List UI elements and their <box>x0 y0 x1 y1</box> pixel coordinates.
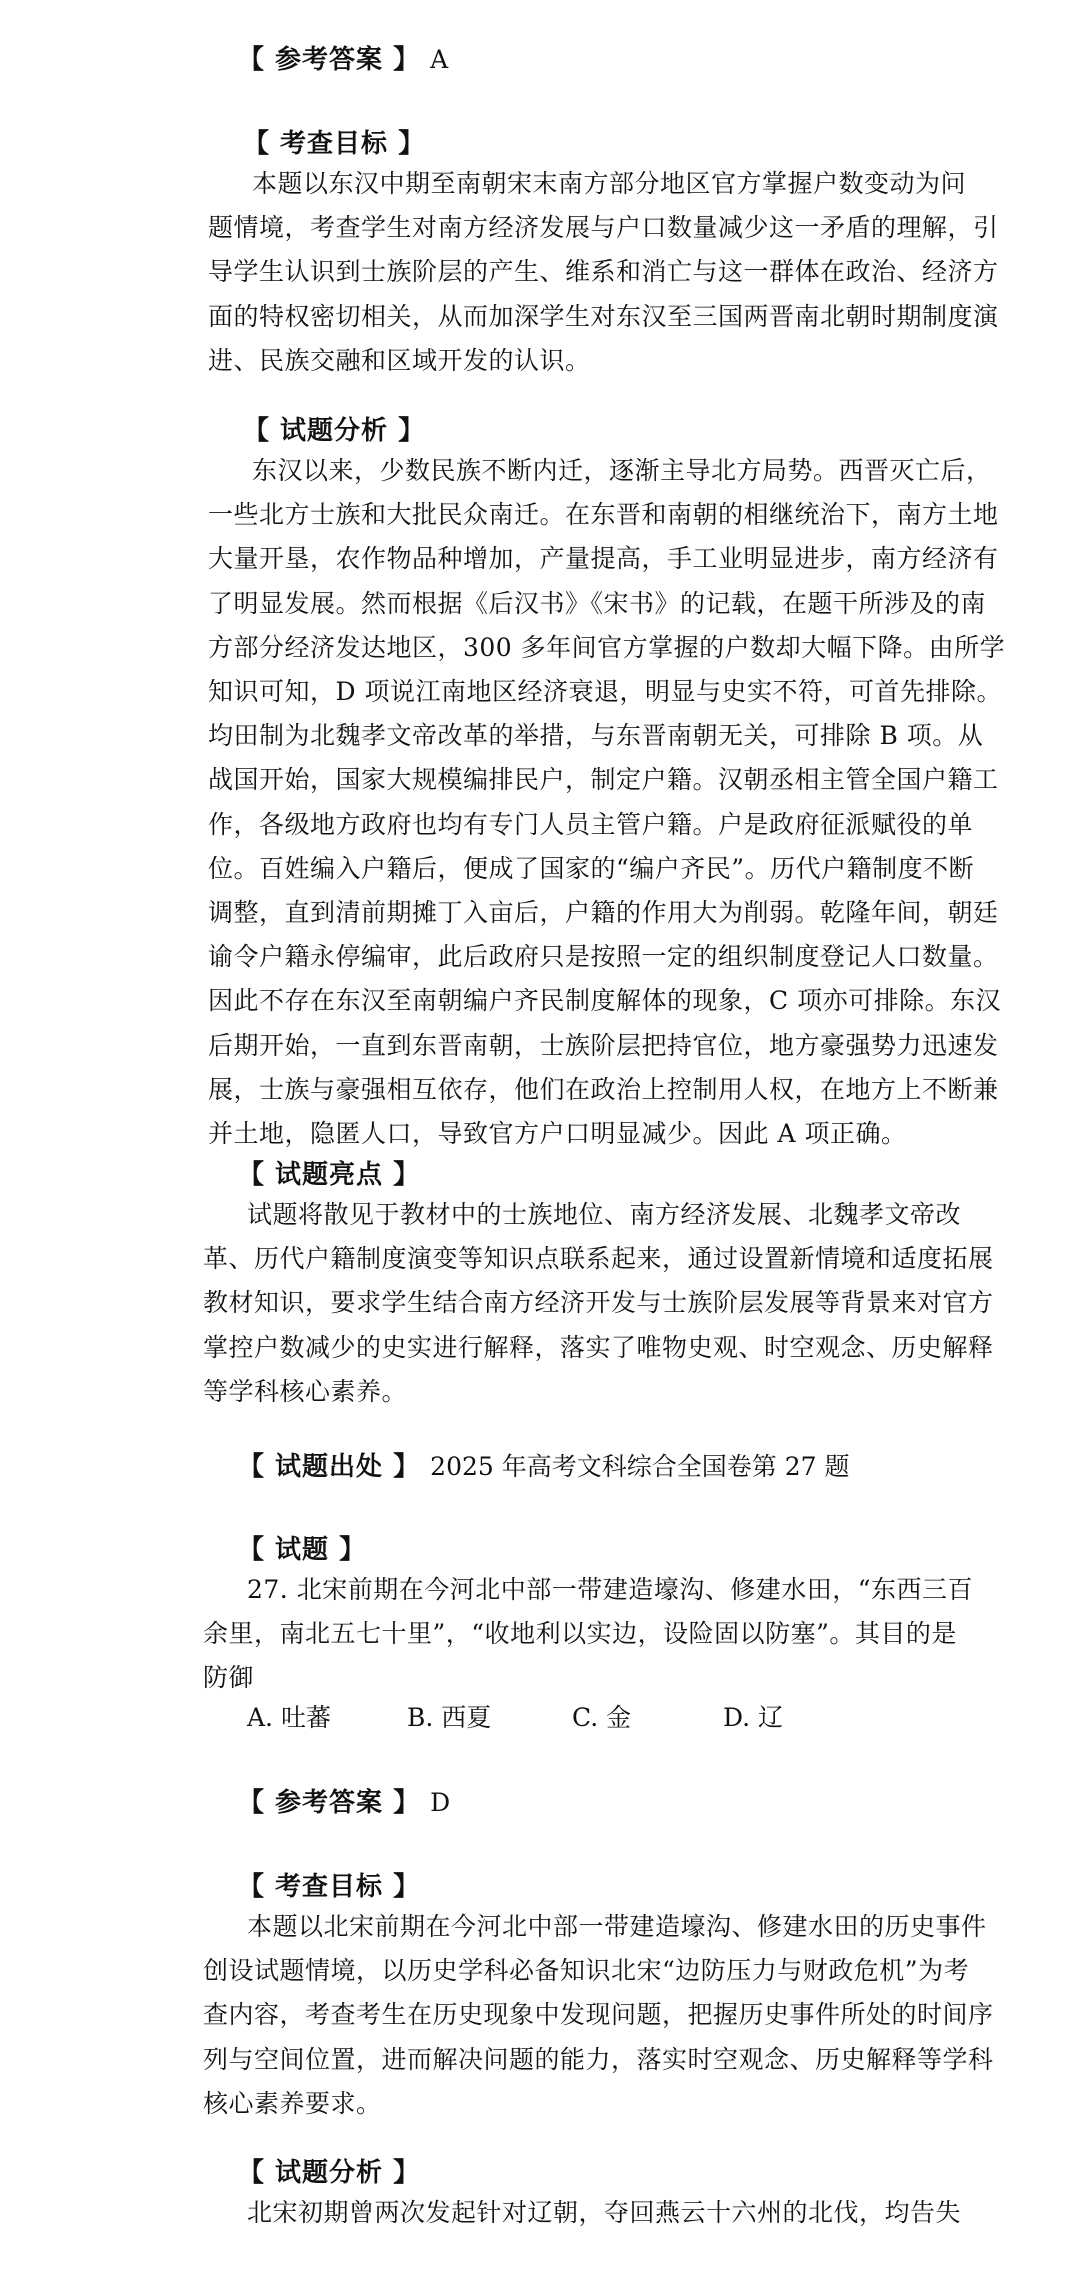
text-line: 余里，南北五七十里”，“收地利以实边，设险固以防塞”。其目的是 <box>203 1619 957 1649</box>
text-line: 东汉以来，少数民族不断内迁，逐渐主导北方局势。西晋灭亡后， <box>252 456 992 485</box>
text-line: 战国开始，国家大规模编排民户，制定户籍。汉朝丞相主管全国户籍工 <box>208 765 999 795</box>
text-line: 展，士族与豪强相互依存，他们在政治上控制用人权，在地方上不断兼 <box>208 1074 999 1104</box>
text-line: 大量开垦，农作物品种增加，产量提高，手工业明显进步，南方经济有 <box>208 544 999 574</box>
text-line: 革、历代户籍制度演变等知识点联系起来，通过设置新情境和适度拓展 <box>203 1244 994 1274</box>
option-c: C. 金 <box>572 1703 632 1732</box>
text-line: 并土地，隐匿人口，导致官方户口明显减少。因此 A 项正确。 <box>208 1119 907 1149</box>
text-line: 一些北方士族和大批民众南迁。在东晋和南朝的相继统治下，南方土地 <box>208 500 999 530</box>
option-a: A. 吐蕃 <box>247 1703 331 1732</box>
text-line: 因此不存在东汉至南朝编户齐民制度解体的现象，C 项亦可排除。东汉 <box>208 986 1002 1016</box>
text-line: 作，各级地方政府也均有专门人员主管户籍。户是政府征派赋役的单 <box>208 809 974 839</box>
text-line: 北宋初期曾两次发起针对辽朝，夺回燕云十六州的北伐，均告失 <box>247 2198 962 2227</box>
text-line: 本题以东汉中期至南朝宋末南方部分地区官方掌握户数变动为问 <box>252 169 967 198</box>
answer-heading-1 <box>238 38 448 82</box>
text-line: 教材知识，要求学生结合南方经济开发与士族阶层发展等背景来对官方 <box>203 1288 994 1318</box>
text-line: 导学生认识到士族阶层的产生、维系和消亡与这一群体在政治、经济方 <box>208 257 999 287</box>
text-line: 等学科核心素养。 <box>203 1376 408 1406</box>
text-line: 谕令户籍永停编审，此后政府只是按照一定的组织制度登记人口数量。 <box>208 942 999 972</box>
source-heading <box>238 1445 849 1489</box>
question-options <box>247 1696 867 1740</box>
question-heading: 【 试题 】 <box>238 1535 367 1565</box>
text-line: 知识可知，D 项说江南地区经济衰退，明显与史实不符，可首先排除。 <box>208 677 1002 707</box>
text-line: 掌控户数减少的史实进行解释，落实了唯物史观、时空观念、历史解释 <box>203 1332 994 1362</box>
answer-label-1: 【 参考答案 】 <box>238 45 421 75</box>
analysis-paragraph-1 <box>208 449 1006 1156</box>
answer-value-2: D <box>430 1788 451 1817</box>
goal-paragraph-1 <box>208 162 999 383</box>
answer-heading-2 <box>238 1781 450 1825</box>
text-line: 列与空间位置，进而解决问题的能力，落实时空观念、历史解释等学科 <box>203 2044 994 2074</box>
question-stem <box>203 1568 973 1701</box>
text-line: 了明显发展。然而根据《后汉书》《宋书》的记载，在题干所涉及的南 <box>208 588 987 618</box>
option-d: D. 辽 <box>723 1703 784 1732</box>
answer-label-2: 【 参考答案 】 <box>238 1788 421 1818</box>
text-line: 调整，直到清前期摊丁入亩后，户籍的作用大为削弱。乾隆年间，朝廷 <box>208 898 999 928</box>
text-line: 面的特权密切相关，从而加深学生对东汉至三国两晋南北朝时期制度演 <box>208 301 999 331</box>
text-line: 后期开始，一直到东晋南朝，士族阶层把持官位，地方豪强势力迅速发 <box>208 1030 999 1060</box>
option-b: B. 西夏 <box>407 1703 492 1732</box>
goal-heading-2: 【 考查目标 】 <box>238 1872 421 1902</box>
text-line: 方部分经济发达地区，300 多年间官方掌握的户数却大幅下降。由所学 <box>208 632 1006 662</box>
text-line: 均田制为北魏孝文帝改革的举措，与东晋南朝无关，可排除 B 项。从 <box>208 721 984 751</box>
answer-value-1: A <box>430 45 449 74</box>
highlight-heading-1: 【 试题亮点 】 <box>238 1160 421 1190</box>
source-value: 2025 年高考文科综合全国卷第 27 题 <box>430 1452 850 1481</box>
text-line: 查内容，考查考生在历史现象中发现问题，把握历史事件所处的时间序 <box>203 2000 994 2030</box>
analysis-heading-1: 【 试题分析 】 <box>243 416 426 446</box>
goal-paragraph-2 <box>203 1905 994 2126</box>
text-line: 创设试题情境，以历史学科必备知识北宋“边防压力与财政危机”为考 <box>203 1956 970 1986</box>
text-line: 本题以北宋前期在今河北中部一带建造壕沟、修建水田的历史事件 <box>247 1912 987 1941</box>
source-label: 【 试题出处 】 <box>238 1452 421 1482</box>
text-line: 进、民族交融和区域开发的认识。 <box>208 345 591 375</box>
goal-heading-1: 【 考查目标 】 <box>243 129 426 159</box>
highlight-paragraph-1 <box>203 1193 994 1414</box>
text-line: 位。百姓编入户籍后，便成了国家的“编户齐民”。历代户籍制度不断 <box>208 853 975 883</box>
text-line: 题情境，考查学生对南方经济发展与户口数量减少这一矛盾的理解，引 <box>208 213 999 243</box>
text-line: 核心素养要求。 <box>203 2088 382 2118</box>
text-line: 试题将散见于教材中的士族地位、南方经济发展、北魏孝文帝改 <box>247 1200 962 1229</box>
analysis-heading-2: 【 试题分析 】 <box>238 2158 421 2188</box>
text-line: 防御 <box>203 1663 255 1693</box>
analysis-paragraph-2 <box>203 2191 962 2235</box>
text-line: 27. 北宋前期在今河北中部一带建造壕沟、修建水田，“东西三百 <box>247 1575 973 1604</box>
